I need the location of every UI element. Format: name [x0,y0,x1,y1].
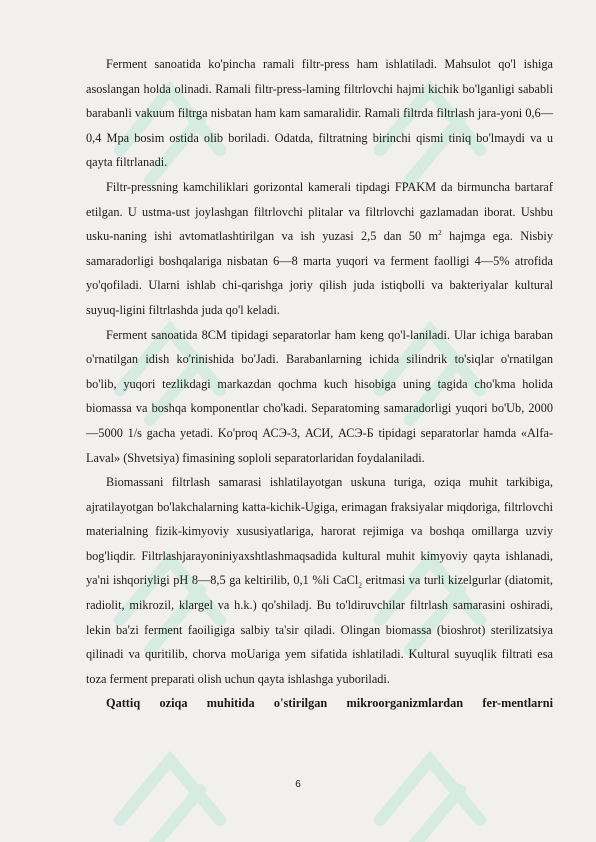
paragraph-4-segment: eritmasi va turli kizelgurlar (diatomit, radiolit, mikrozil, klargel va h.k.) qo'shiladj. Bu to'ldiruvchilar filtrlash samarasini oshiradi, lekin ba'zi ferment faoiligiga salbiy ta'sir qiladi. Olingan biomassa (bioshrot) sterilizatsiya qilinadi va quritilib, chorva moUariga yem sifatida ishlatiladi. Kultural suyuqlik filtrati esa toza ferment preparati olish uchun qayta ishlashga yuboriladi. [86,573,553,686]
paragraph-2-segment: hajmga ega. Nisbiy samaradorligi boshqalariga nisbatan 6—8 marta yuqori va ferment faolligi 4—5% atrofida yo'qofiladi. Ularni ishlab chi-qarishga joriy qilish juda istiqbolli va bakteriyalar kultural suyuq-ligini filtrlashda juda qo'l keladi. [86,229,553,317]
page-number: 6 [295,779,301,790]
watermark-mark [380,760,480,820]
paragraph-5-segment: Qattiq oziqa muhitida o'stirilgan mikroorganizmlardan fer-mentlarni [106,696,553,711]
paragraph-3 [86,323,553,471]
paragraph-2-segment: Filtr-pressning kamchiliklari gorizontal kamerali tipdagi FPAKM da birmuncha bartaraf etilgan. U ustma-ust joylashgan filtrlovchi plitalar va filtrlovchi gazlamadan iborat. Ushbu usku-naning ishi avtomatlashtirilgan va ish yuzasi 2,5 dan 50 m [86,179,553,244]
text-body [86,52,553,716]
paragraph-1-segment: Ferment sanoatida ko'pincha ramali filtr-press ham ishlatiladi. Mahsulot qo'l ishiga asoslangan holda olinadi. Ramali filtr-press-laming filtrlovchi hajmi kichik bo'lganligi sababli barabanli vakuum filtrga nisbatan ham kam samaralidir. Ramali filtrda filtrlash jara-yoni 0,6—0,4 Mpa bosim ostida olib boriladi. Odatda, filtratning birinchi qismi tiniq bo'lmaydi va u qayta filtrlanadi. [86,57,553,170]
watermark-mark [120,760,220,820]
watermark-mark [410,790,460,842]
paragraph-1 [86,52,553,175]
paragraph-3-segment: Ferment sanoatida 8CM tipidagi separatorlar ham keng qo'l-laniladi. Ular ichiga baraban o'rnatilgan idish ko'rinishida bo'Jadi. Barabanlarning ichida silindrik to'siqlar o'rnatilgan bo'lib, yuqori tezlikdagi markazdan qochma kuch hisobiga uning tagida cho'kma holida biomassa va boshqa komponentlar cho'kadi. Separatoming samaradorligi yuqori bo'Ub, 2000—5000 1/s gacha yetadi. Ko'proq АСЭ-3, АСИ, АСЭ-Б tipidagi separatorlar hamda «Alfa-Laval» (Shvetsiya) fimasining soploli separatorlaridan foydalaniladi. [86,327,553,465]
paragraph-5 [86,691,553,716]
watermark-mark [150,790,200,842]
paragraph-2-segment: 2 [438,228,442,238]
paragraph-4-segment: Biomassani filtrlash samarasi ishlatilayotgan uskuna turiga, oziqa muhit tarkibiga, ajratilayotgan bo'lakchalarning katta-kichik-Ugiga, erimagan fraksiyalar miqdoriga, filtrlovchi materialning fizik-kimyoviy xususiyatlariga, harorat rejimiga va boshqa omillarga uzviy bog'liqdir. Filtrlashjarayoniniyaxshtlashmaqsadida kultural muhit kimyoviy qayta ishlanadi, ya'ni ishqoriyligi pH 8—8,5 ga keltirilib, 0,1 %li CaCl [86,475,553,588]
paragraph-4-segment: 2 [358,580,363,590]
paragraph-4 [86,470,553,691]
paragraph-2 [86,175,553,323]
